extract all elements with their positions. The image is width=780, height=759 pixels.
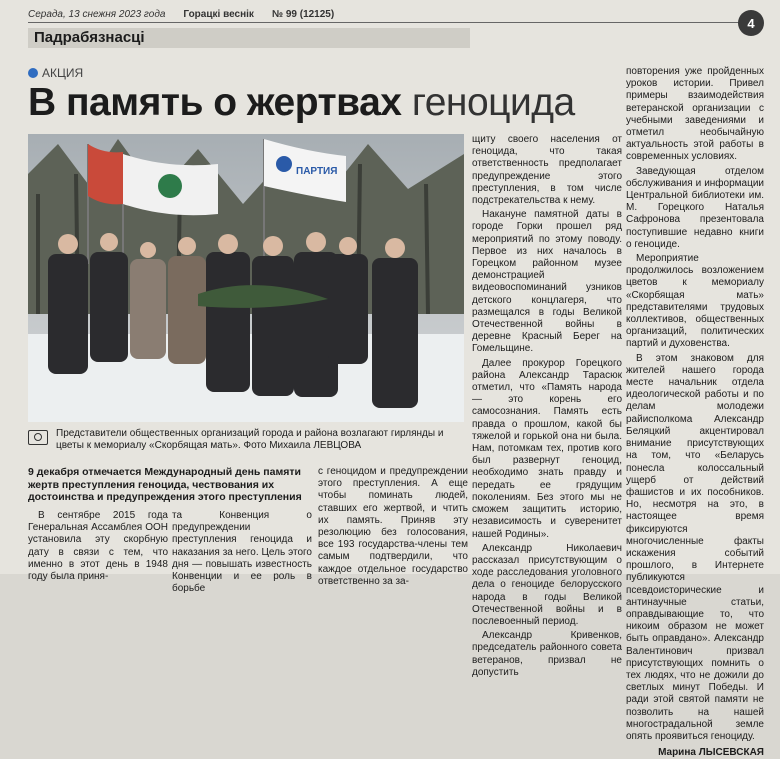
caption-text: Представители общественных организаций города и района возлагают гирлянды и цветы к мемориалу «Скорбящая мать». Фото Михаила ЛЕВЦОВА: [56, 428, 444, 451]
paragraph: Мероприятие продолжилось возложением цветов к мемориалу «Скорбящая мать» представителями трудовых коллективов, общественных организаций, политических партий и духовенства.: [626, 253, 764, 350]
paragraph: с геноцидом и предупреждении этого преступления. А еще чтобы поминать людей, ставших его жертвой, и чтить их память. Приняв эту резолюцию без голосования, все 193 государства-члены тем самым подтвердили, что каждое отдельное государство ответственно за за-: [318, 466, 468, 587]
paper-name: Горацкі веснік: [183, 8, 254, 20]
headline-bold: В память о жертвах: [28, 81, 402, 124]
article-column-4: [472, 134, 622, 681]
paragraph: повторения уже пройденных уроков истории. Привел примеры взаимодействия ветеранской организации с учебными заведениями и отметил необычайную актуальность этой работы в современных условиях.: [626, 66, 764, 163]
paragraph: Накануне памятной даты в городе Горки прошел ряд мероприятий по этому поводу. Первое из них началось в Горецком районном музее демонстрацией видеовоспоминаний узников детского концлагеря, что размещался в годы Великой Отечественной войны в деревне Красный Берег на Гомельщине.: [472, 209, 622, 355]
paragraph: Заведующая отделом обслуживания и информации Центральной библиотеки им. М. Горецкого Наталья Сафронова презентовала поступившие недавно книги о геноциде.: [626, 165, 764, 250]
author-signature: Марина ЛЫСЕВСКАЯ: [658, 747, 764, 759]
masthead: [28, 6, 728, 22]
article-column-5: [626, 66, 764, 759]
kicker: [28, 66, 83, 80]
article-column-1: [28, 510, 168, 585]
news-photo: [28, 134, 464, 422]
article-column-2: [172, 510, 312, 597]
photo-illustration: [28, 134, 464, 422]
bullet-dot-icon: [28, 68, 38, 78]
masthead-rule: [28, 22, 740, 23]
photo-caption: [28, 428, 464, 452]
page-number: 4: [738, 10, 764, 36]
camera-icon: [28, 430, 48, 445]
paragraph: В этом знаковом для жителей нашего города месте начальник отдела идеологической работы и по делам молодежи райисполкома Александр Беляцкий акцентировал внимание присутствующих на том, что «Беларусь понесла колоссальный ущерб от действий фашистов и их пособников. Но, несмотря на это, в настоящее время фиксируются многочисленные факты искажения событий прошлого, в Интернете публикуются псевдоисторические и антинаучные статьи, оправдывающие то, что никоим образом не может быть оправдано». Александр Валентинович призвал присутствующих помнить о тех людях, что не дожили до светлых минут Победы. И ради этой святой памяти не позволить на нашей многострадальной земле опять проявиться геноциду.: [626, 352, 764, 742]
section-title: Падрабязнасці: [28, 28, 470, 48]
issue-date: Серада, 13 снежня 2023 года: [28, 8, 166, 20]
paragraph: Александр Кривенков, председатель районного совета ветеранов, призвал не допустить: [472, 630, 622, 678]
article-column-3: [318, 466, 468, 590]
flag-text: ПАРТИЯ: [296, 166, 338, 177]
paragraph: Далее прокурор Горецкого района Александр Тарасюк отметил, что «Память народа — это корень его самосознания. Память есть правда о прошлом, какой бы тяжелой и горькой она ни была. Нам, потомкам тех, против кого был развернут геноцид, необходимо знать правду и передать ее грядущим поколениям. Без этого мы не сможем защитить историю, независимость и суверенитет нашей Родины».: [472, 357, 622, 540]
headline-light: геноцида: [411, 81, 575, 124]
article-lead: 9 декабря отмечается Международный день памяти жертв преступления геноцида, чествования их достоинства и предупреждения этого преступления: [28, 466, 302, 503]
issue-number: № 99 (12125): [271, 8, 335, 20]
paragraph: щиту своего населения от геноцида, что такая ответственность предполагает предупреждение этого преступления, в том числе подстрекательства к нему.: [472, 134, 622, 207]
headline: [28, 80, 575, 126]
paragraph: Александр Николаевич рассказал присутствующим о ходе расследования уголовного дела о геноциде белорусского народа в годы Великой Отечественной войны и в послевоенный период.: [472, 542, 622, 627]
kicker-label: АКЦИЯ: [42, 66, 84, 80]
paragraph: та Конвенция о предупреждении преступления геноцида и наказания за него. Цель этого дня — повышать известность Конвенции и ее роль в борьбе: [172, 510, 312, 595]
paragraph: В сентябре 2015 года Генеральная Ассамблея ООН установила эту скорбную дату в связи с тем, что именно в этот день в 1948 году была приня-: [28, 510, 168, 583]
